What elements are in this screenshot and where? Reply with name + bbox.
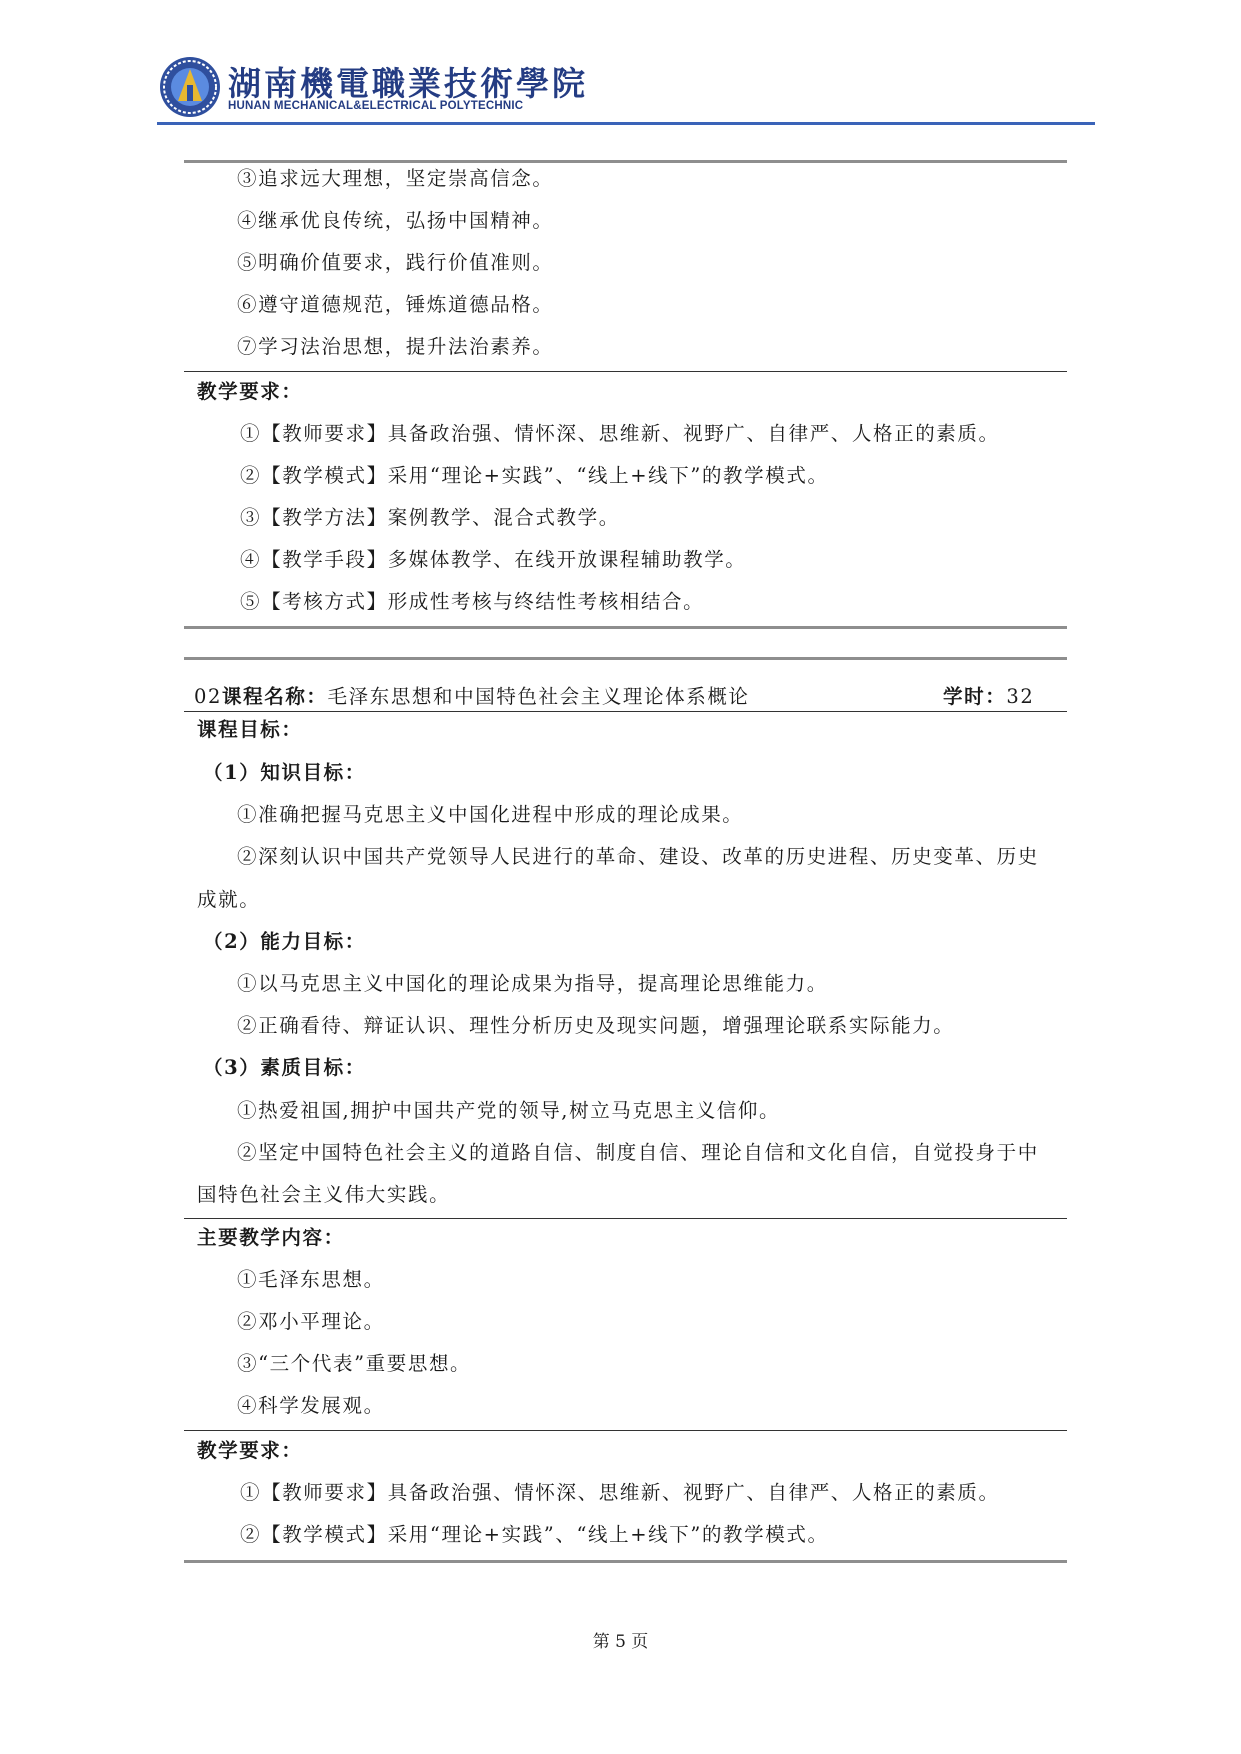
course-name: 毛泽东思想和中国特色社会主义理论体系概论 xyxy=(327,685,750,708)
list-item: ③“三个代表”重要思想。 xyxy=(237,1352,472,1375)
list-item: ①【教师要求】具备政治强、情怀深、思维新、视野广、自律严、人格正的素质。 xyxy=(240,422,1000,445)
list-item: ②正确看待、辩证认识、理性分析历史及现实问题，增强理论联系实际能力。 xyxy=(237,1014,955,1037)
list-item: ④继承优良传统，弘扬中国精神。 xyxy=(237,209,554,232)
list-item: ④【教学手段】多媒体教学、在线开放课程辅助教学。 xyxy=(240,548,747,571)
list-item: ①以马克思主义中国化的理论成果为指导，提高理论思维能力。 xyxy=(237,972,828,995)
row-divider xyxy=(184,1218,1067,1219)
course-goal-heading: 课程目标： xyxy=(197,718,303,741)
school-name-en: HUNAN MECHANICAL&ELECTRICAL POLYTECHNIC xyxy=(228,100,524,112)
list-item: ⑥遵守道德规范，锤炼道德品格。 xyxy=(237,293,554,316)
row-divider xyxy=(184,1430,1067,1431)
header-divider xyxy=(157,122,1095,125)
list-item: ②【教学模式】采用“理论+实践”、“线上+线下”的教学模式。 xyxy=(240,464,829,487)
section-divider xyxy=(184,1560,1067,1563)
teaching-req-heading: 教学要求： xyxy=(197,1439,303,1462)
page-number: 第 5 页 xyxy=(592,1632,649,1652)
list-item-cont: 成就。 xyxy=(197,888,261,911)
list-item: ③追求远大理想，坚定崇高信念。 xyxy=(237,167,554,190)
list-item: ①热爱祖国,拥护中国共产党的领导,树立马克思主义信仰。 xyxy=(237,1099,781,1122)
list-item: ②邓小平理论。 xyxy=(237,1310,385,1333)
list-item: ①准确把握马克思主义中国化进程中形成的理论成果。 xyxy=(237,803,744,826)
course-number: 02 xyxy=(194,685,223,708)
knowledge-goal-heading: （1）知识目标： xyxy=(203,761,366,784)
hours-label: 学时： xyxy=(943,685,1007,708)
list-item: ③【教学方法】案例教学、混合式教学。 xyxy=(240,506,620,529)
school-name-cn: 湖南機電職業技術學院 xyxy=(228,64,588,103)
course-title-row xyxy=(194,681,750,709)
list-item: ⑤明确价值要求，践行价值准则。 xyxy=(237,251,554,274)
row-divider xyxy=(184,371,1067,372)
school-logo-icon xyxy=(158,55,222,119)
list-item: ④科学发展观。 xyxy=(237,1394,385,1417)
list-item: ①【教师要求】具备政治强、情怀深、思维新、视野广、自律严、人格正的素质。 xyxy=(240,1481,1000,1504)
list-item: ②深刻认识中国共产党领导人民进行的革命、建设、改革的历史进程、历史变革、历史 xyxy=(237,845,1039,868)
course-hours xyxy=(943,681,1034,709)
teaching-req-heading: 教学要求： xyxy=(197,380,303,403)
list-item: ②【教学模式】采用“理论+实践”、“线上+线下”的教学模式。 xyxy=(240,1523,829,1546)
hours-value: 32 xyxy=(1006,685,1035,708)
list-item: ⑦学习法治思想，提升法治素养。 xyxy=(237,335,554,358)
row-divider xyxy=(184,711,1067,712)
list-item: ①毛泽东思想。 xyxy=(237,1268,385,1291)
list-item-cont: 国特色社会主义伟大实践。 xyxy=(197,1183,451,1206)
content-heading: 主要教学内容： xyxy=(197,1226,345,1249)
list-item: ②坚定中国特色社会主义的道路自信、制度自信、理论自信和文化自信，自觉投身于中 xyxy=(237,1141,1039,1164)
section-divider xyxy=(184,657,1067,660)
section-divider xyxy=(184,626,1067,629)
quality-goal-heading: （3）素质目标： xyxy=(203,1056,366,1079)
list-item: ⑤【考核方式】形成性考核与终结性考核相结合。 xyxy=(240,590,705,613)
course-name-label: 课程名称： xyxy=(222,685,328,708)
ability-goal-heading: （2）能力目标： xyxy=(203,930,366,953)
